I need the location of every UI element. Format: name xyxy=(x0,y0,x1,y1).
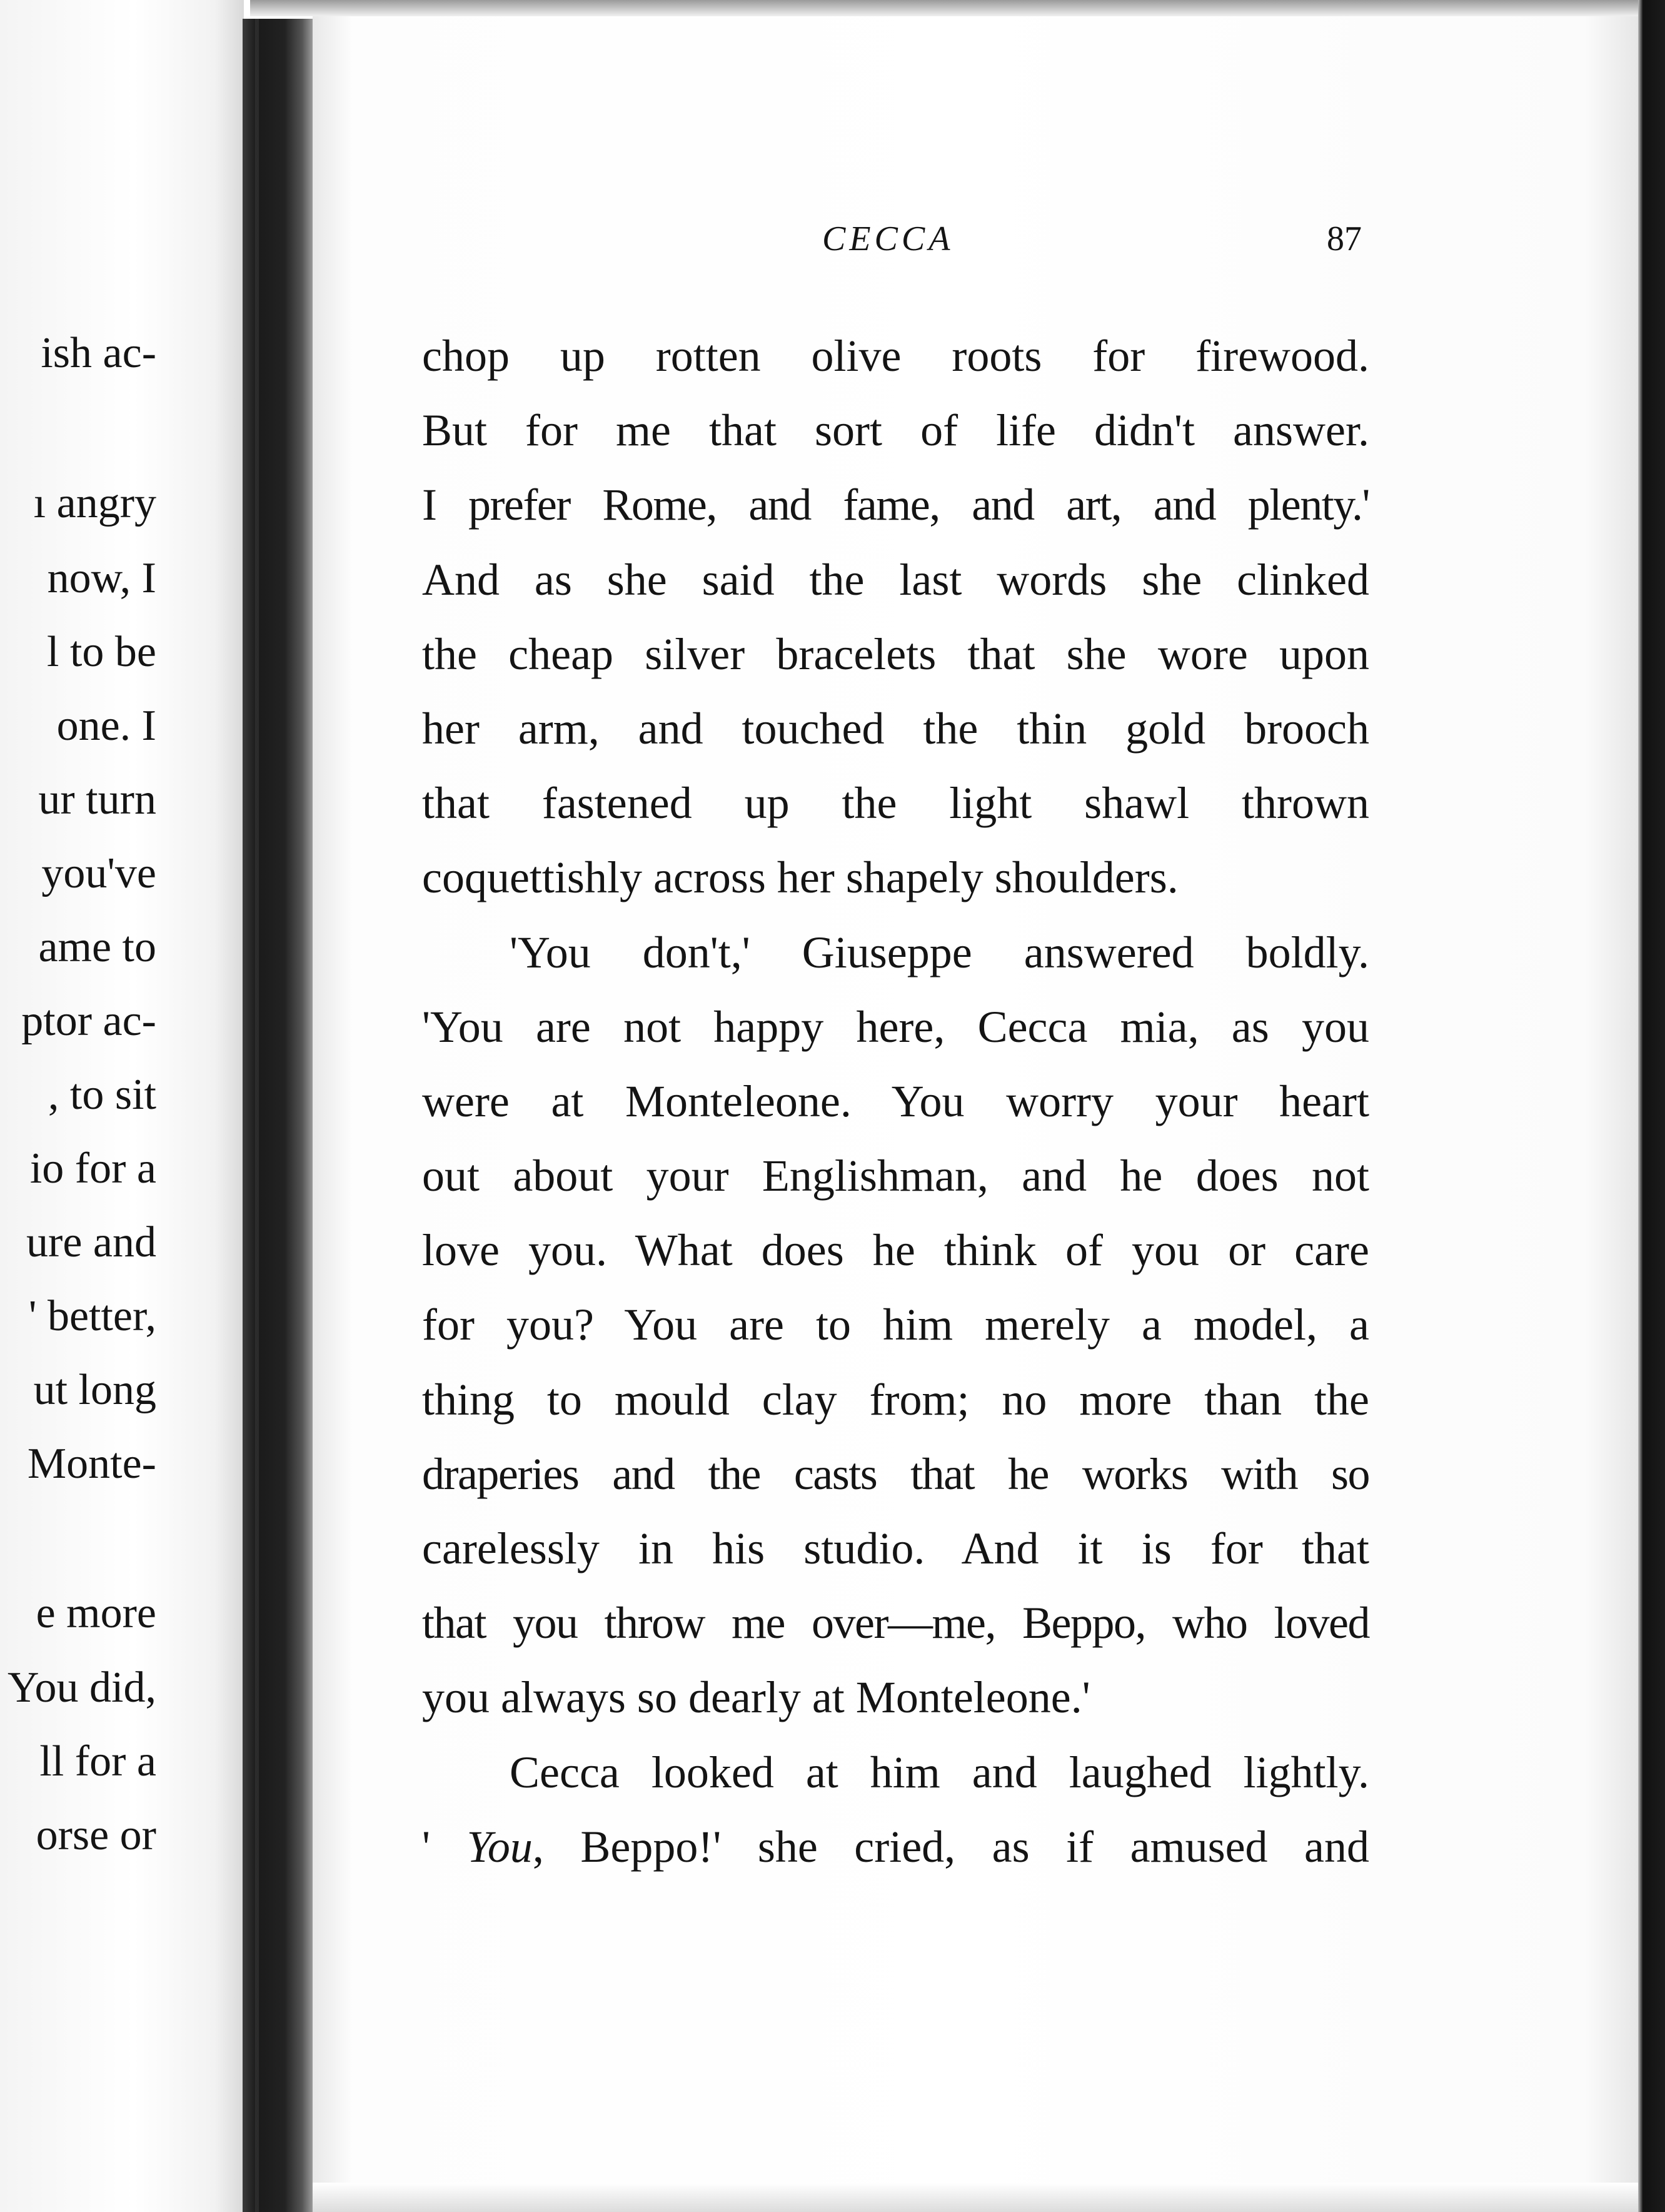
left-line: ll for a xyxy=(39,1737,156,1785)
italic-word: You xyxy=(466,1821,533,1872)
text-line: chop up rotten olive roots for firewood. xyxy=(422,331,1369,381)
left-line: you've xyxy=(41,849,156,897)
left-line: ish ac- xyxy=(41,329,156,377)
left-line: , to sit xyxy=(48,1071,156,1119)
left-line: You did, xyxy=(8,1664,156,1712)
opening-quote: ' xyxy=(422,1821,467,1872)
left-page xyxy=(0,0,244,2212)
running-head-title: CECCA xyxy=(822,220,954,258)
text-line: that you throw me over—me, Beppo, who loved xyxy=(422,1598,1369,1649)
text-line: were at Monteleone. You worry your heart xyxy=(422,1076,1369,1126)
page-bottom-edge xyxy=(313,2183,1638,2212)
text-line: for you? You are to him merely a model, a xyxy=(422,1300,1369,1350)
text-line: draperies and the casts that he works with so xyxy=(422,1448,1369,1499)
text-line: 'You don't,' Giuseppe answered boldly. xyxy=(510,927,1369,977)
text-line: And as she said the last words she clinked xyxy=(422,554,1369,605)
text-line-emphasis xyxy=(422,1810,1369,1884)
left-line: orse or xyxy=(36,1811,156,1859)
left-line: ut long xyxy=(33,1366,156,1414)
left-line: Monte- xyxy=(27,1440,156,1488)
left-line: ' better, xyxy=(28,1292,156,1340)
text-line: that fastened up the light shawl thrown xyxy=(422,778,1369,829)
text-line: carelessly in his studio. And it is for that xyxy=(422,1523,1369,1573)
text-line: love you. What does he think of you or care xyxy=(422,1225,1369,1276)
page-top-edge xyxy=(250,0,1638,16)
left-line: ur turn xyxy=(38,775,156,824)
page-number: 87 xyxy=(1327,220,1362,258)
left-line: ı angry xyxy=(33,479,156,527)
text-line: Cecca looked at him and laughed lightly. xyxy=(510,1747,1369,1797)
body-text xyxy=(422,319,1369,1884)
left-line: e more xyxy=(36,1589,156,1637)
text-line: coquettishly across her shapely shoulders. xyxy=(422,852,1179,903)
text-line: the cheap silver bracelets that she wore upon xyxy=(422,629,1369,679)
left-line: io for a xyxy=(29,1144,156,1193)
left-line: ure and xyxy=(26,1218,156,1266)
book-right-edge xyxy=(1638,0,1665,2212)
book-gutter xyxy=(243,19,313,2212)
left-line: l to be xyxy=(47,628,156,676)
text-line: her arm, and touched the thin gold brooch xyxy=(422,703,1369,754)
text-line: 'You are not happy here, Cecca mia, as you xyxy=(422,1001,1369,1052)
text-line: thing to mould clay from; no more than the xyxy=(422,1374,1369,1425)
line-rest: , Beppo!' she cried, as if amused and xyxy=(532,1821,1369,1872)
text-line: you always so dearly at Monteleone.' xyxy=(422,1672,1090,1723)
text-line: out about your Englishman, and he does not xyxy=(422,1151,1369,1201)
left-line: ame to xyxy=(38,923,156,971)
text-line: But for me that sort of life didn't answer. xyxy=(422,405,1369,456)
text-line: I prefer Rome, and fame, and art, and plenty.' xyxy=(422,480,1369,530)
left-page-text xyxy=(0,0,156,2212)
left-line: now, I xyxy=(47,554,156,602)
left-line: one. I xyxy=(56,702,156,750)
left-line: ptor ac- xyxy=(21,997,156,1045)
